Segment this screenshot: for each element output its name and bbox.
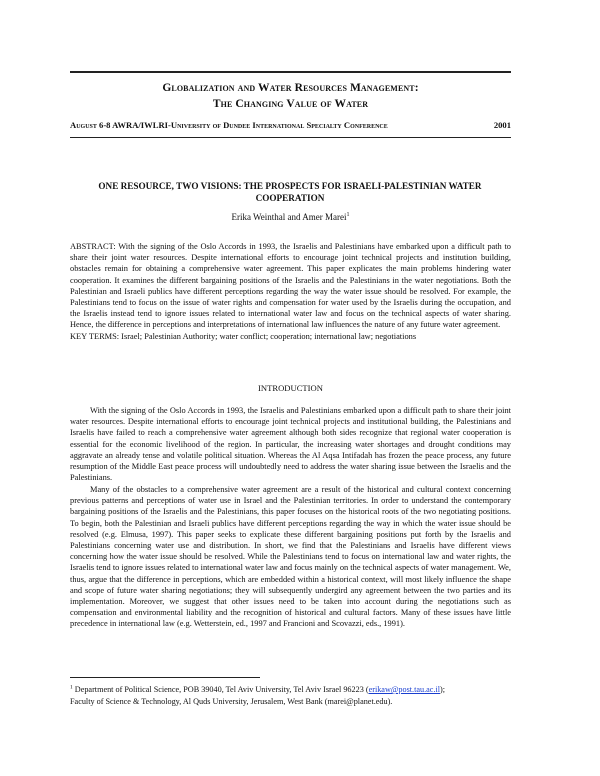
introduction-paragraph-1: With the signing of the Oslo Accords in 1993, the Israelis and Palestinians embarked upon a difficult path to share their joint water resources. Despite international efforts to encourage joint technical projects and institutional building, the Palestinians and Israelis have failed to reach a comprehensive water agreement although both sides recognize that regional water cooperation is essential for the economic livelihood of the region. In particular, the increasing water shortages and drought conditions may aggravate an already tense and volatile political situation. Whereas the Al Aqsa Intifadah has frozen the peace process, any future resumption of the Middle East peace process will undoubtedly need to address the water sharing issue between the Israelis and the Palestinians. bbox=[70, 406, 511, 483]
footnote-mark: 1 bbox=[70, 684, 73, 691]
authors bbox=[70, 212, 511, 222]
conference-title-line2: The Changing Value of Water bbox=[212, 98, 369, 110]
introduction-paragraph-2: Many of the obstacles to a comprehensive water agreement are a result of the historical and cultural context concerning previous patterns and perceptions of water use in Israel and the Palestinian territories. In order to understand the contemporary bargaining positions of the Israelis and the Palestinians, this paper focuses on the historical roots of the two negotiating positions. To begin, both the Palestinian and Israeli publics have different perceptions regarding the way in which the water issue should be resolved (e.g. Elmusa, 1997). This paper seeks to explicate these different bargaining positions put forth by the Israelis and Palestinians concerning water use and distribution. In short, we find that the Palestinians and Israelis have different views concerning how the water issue should be resolved. While the Palestinians tend to focus on international law and water rights, the Israelis tend to ignore issues related to international water law and focus mainly on the technical aspects of water management. We, thus, argue that the difference in perceptions, which are embedded within a historical context, will most likely influence the shape and scope of future water sharing negotiations; they will subsequently undergird any agreement between the two parties and its implementation. Moreover, we suggest that other issues need to be taken into account during the negotiations such as compensation and environmental liability and the recognition of historical and cultural factors. Many of these issues have little precedence in international law (e.g. Wetterstein, ed., 1997 and Francioni and Scovazzi, eds., 1991). bbox=[70, 485, 511, 629]
conference-title bbox=[70, 80, 511, 112]
abstract bbox=[70, 241, 511, 342]
author-names: Erika Weinthal and Amer Marei bbox=[231, 212, 347, 222]
top-rule bbox=[70, 71, 511, 73]
key-terms: KEY TERMS: Israel; Palestinian Authority; water conflict; cooperation; international law; negotiations bbox=[70, 331, 417, 341]
paper-title: ONE RESOURCE, TWO VISIONS: THE PROSPECTS FOR ISRAELI-PALESTINIAN WATER COOPERATION bbox=[98, 181, 482, 203]
footnote-line-1-suffix: ); bbox=[440, 685, 446, 694]
footnote-affiliation-2: Faculty of Science & Technology, Al Quds University, Jerusalem, West Bank (marei@planet.edu). bbox=[70, 697, 393, 706]
footnote-line-1 bbox=[70, 684, 540, 696]
footnote-affiliation-1: Department of Political Science, POB 39040, Tel Aviv University, Tel Aviv Israel 96223 ( bbox=[72, 685, 369, 694]
footnote bbox=[70, 684, 540, 708]
conference-date: August 6-8 AWRA/IWLRI-University of Dundee International Specialty Conference bbox=[70, 120, 388, 130]
conference-year: 2001 bbox=[493, 120, 511, 130]
conference-title-line1: Globalization and Water Resources Management: bbox=[162, 82, 419, 94]
abstract-text: ABSTRACT: With the signing of the Oslo Accords in 1993, the Israelis and Palestinians have embarked upon a difficult path to share their joint water resources. Despite international efforts to encourage joint technical projects and institution building, obstacles remain for obtaining a comprehensive water agreement. This paper explicates the main problems hindering water cooperation. It examines the different bargaining positions of the Israelis and the Palestinians in the water negotiations. Both the Palestinian and Israeli publics have different perceptions regarding the way the water issue should be resolved. For example, the Palestinians tend to focus on the issue of water rights and compensation for water used by the Israelis during the occupation, and the Israelis instead tend to ignore issues related to international water law and focus on the technical aspects of water sharing. Hence, the difference in perceptions and interpretations of international law influences the nature of any future water agreement. bbox=[70, 242, 511, 330]
header-bottom-rule bbox=[70, 137, 511, 138]
conference-date-line bbox=[70, 120, 511, 130]
introduction-heading: INTRODUCTION bbox=[258, 383, 323, 393]
author-footnote-mark: 1 bbox=[346, 212, 350, 218]
footnote-email-link[interactable]: erikaw@post.tau.ac.il bbox=[368, 685, 441, 694]
footnote-rule bbox=[70, 677, 260, 678]
